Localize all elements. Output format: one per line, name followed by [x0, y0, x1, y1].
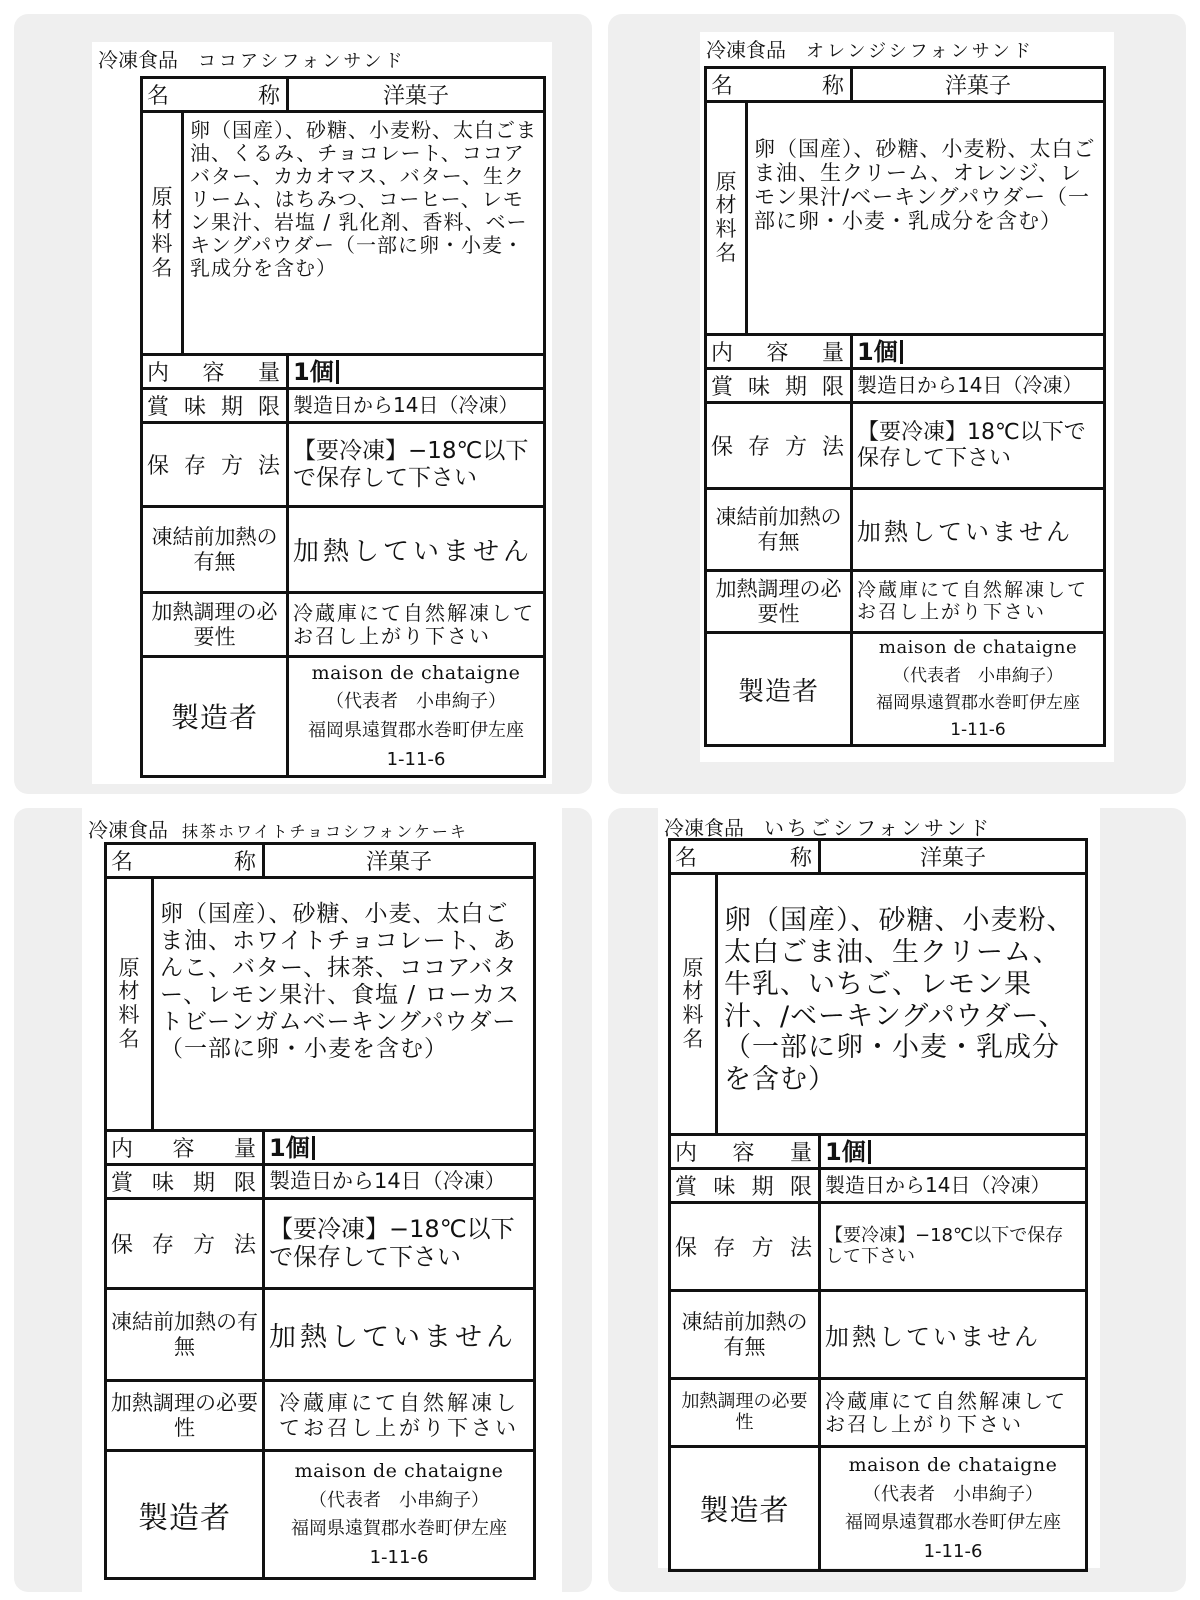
storage-value: 【要冷凍】−18℃以下で保存して下さい	[288, 423, 545, 507]
expiry-value: 製造日から14日（冷凍）	[288, 389, 545, 423]
product-name: オレンジシフォンサンド	[806, 41, 1034, 62]
cooking-label: 加熱調理の必要性	[151, 600, 278, 649]
maker-address-number: 1-11-6	[950, 720, 1006, 741]
maker-brand: maison de chataigne	[878, 637, 1078, 658]
storage-value: 【要冷凍】18℃以下で保存して下さい	[852, 403, 1105, 489]
product-name: ココアシフォンサンド	[198, 51, 406, 72]
preheat-label: 凍結前加熱の有無	[681, 1310, 808, 1359]
label-header	[98, 44, 548, 73]
name-label: 名 称	[147, 84, 282, 109]
preheat-label: 凍結前加熱の有無	[715, 505, 842, 554]
label-card-matcha	[14, 808, 592, 1592]
category-text: 冷凍食品	[706, 38, 786, 62]
quantity-value: 1個	[857, 340, 903, 364]
expiry-label: 賞味期限	[111, 1171, 258, 1196]
product-name: 抹茶ホワイトチョコシフォンケーキ	[182, 822, 468, 841]
label-table	[668, 838, 1088, 1572]
storage-value: 【要冷凍】−18℃以下で保存して下さい	[820, 1203, 1087, 1291]
label-sheet	[700, 32, 1114, 762]
label-header	[88, 814, 558, 843]
cooking-label: 加熱調理の必要性	[715, 577, 842, 626]
label-sheet	[92, 42, 552, 784]
maker-address: 福岡県遠賀郡水巻町伊左座	[845, 1512, 1061, 1534]
ingredients-label: 原材料名	[682, 955, 704, 1051]
quantity-label: 内容量	[111, 1137, 258, 1162]
cooking-value: 冷蔵庫にて自然解凍してお召し上がり下さい	[288, 593, 545, 657]
maker-address-number: 1-11-6	[369, 1547, 429, 1569]
ingredients-label: 原材料名	[118, 955, 140, 1051]
name-label: 名 称	[111, 850, 258, 875]
maker-address: 福岡県遠賀郡水巻町伊左座	[291, 1518, 507, 1540]
maker-info	[264, 1451, 535, 1579]
quantity-value: 1個	[293, 360, 339, 384]
ingredients-text: 卵（国産）、砂糖、小麦、太白ごま油、ホワイトチョコレート、あんこ、バター、抹茶、ココアバター、レモン果汁、食塩 / ローカストビーンガムベーキングパウダー（一部に卵・小麦を含む）	[160, 901, 520, 1062]
label-table	[104, 842, 536, 1580]
label-sheet	[658, 808, 1100, 1568]
name-value: 洋菓子	[820, 840, 1087, 874]
name-label: 名 称	[711, 74, 846, 99]
maker-rep: （代表者 小串絢子）	[893, 665, 1063, 686]
label-table	[140, 76, 546, 778]
maker-address-number: 1-11-6	[386, 748, 446, 770]
storage-value: 【要冷凍】−18℃以下で保存して下さい	[264, 1199, 535, 1289]
name-value: 洋菓子	[288, 78, 545, 112]
preheat-value: 加熱していません	[288, 507, 545, 593]
quantity-label: 内容量	[147, 361, 282, 386]
label-header	[664, 812, 1096, 841]
maker-brand: maison de chataigne	[294, 1460, 504, 1483]
preheat-value: 加熱していません	[852, 489, 1105, 571]
preheat-label: 凍結前加熱の有無	[151, 525, 278, 574]
cooking-label: 加熱調理の必要性	[681, 1390, 808, 1433]
maker-info	[852, 633, 1105, 746]
maker-label: 製造者	[737, 676, 819, 707]
expiry-label: 賞味期限	[711, 375, 846, 400]
cooking-value: 冷蔵庫にて自然解凍してお召し上がり下さい	[264, 1381, 535, 1451]
quantity-value: 1個	[825, 1140, 871, 1164]
cooking-label: 加熱調理の必要性	[111, 1391, 258, 1440]
expiry-value: 製造日から14日（冷凍）	[852, 369, 1105, 403]
quantity-label: 内容量	[675, 1141, 814, 1166]
label-card-strawberry	[608, 808, 1186, 1592]
storage-label: 保存方法	[711, 435, 846, 460]
category-text: 冷凍食品	[88, 818, 168, 842]
preheat-value: 加熱していません	[820, 1291, 1087, 1379]
maker-address: 福岡県遠賀郡水巻町伊左座	[876, 692, 1080, 713]
cooking-value: 冷蔵庫にて自然解凍してお召し上がり下さい	[852, 571, 1105, 633]
label-card-orange	[608, 14, 1186, 794]
maker-brand: maison de chataigne	[848, 1454, 1058, 1477]
quantity-label: 内容量	[711, 341, 846, 366]
name-value: 洋菓子	[852, 68, 1105, 102]
expiry-value: 製造日から14日（冷凍）	[820, 1169, 1087, 1203]
ingredients-text: 卵（国産）、砂糖、小麦粉、太白ごま油、生クリーム、牛乳、いちご、レモン果汁、/ベーキングパウダー、（一部に卵・小麦・乳成分を含む）	[724, 905, 1075, 1096]
name-value: 洋菓子	[264, 844, 535, 878]
maker-rep: （代表者 小串絢子）	[309, 1489, 489, 1511]
preheat-label: 凍結前加熱の有無	[111, 1310, 258, 1359]
expiry-value: 製造日から14日（冷凍）	[264, 1165, 535, 1199]
expiry-label: 賞味期限	[147, 395, 282, 420]
cooking-value: 冷蔵庫にて自然解凍してお召し上がり下さい	[820, 1379, 1087, 1447]
ingredients-text: 卵（国産）、砂糖、小麦粉、太白ごま油、くるみ、チョコレート、ココアバター、カカオマス、バター、生クリーム、はちみつ、コーヒー、レモン果汁、岩塩 / 乳化剤、香料、ベーキングパウダー（一部に卵・小麦・乳成分を含む）	[190, 118, 537, 280]
category-text: 冷凍食品	[98, 48, 178, 72]
maker-label: 製造者	[699, 1493, 790, 1527]
preheat-value: 加熱していません	[264, 1289, 535, 1381]
storage-label: 保存方法	[147, 454, 282, 479]
ingredients-label: 原材料名	[151, 184, 173, 280]
maker-info	[820, 1447, 1087, 1571]
maker-info	[288, 657, 545, 777]
label-card-cocoa	[14, 14, 592, 794]
label-table	[704, 66, 1106, 747]
maker-rep: （代表者 小串絢子）	[326, 691, 506, 713]
maker-label: 製造者	[170, 701, 258, 735]
label-sheet	[82, 808, 562, 1592]
ingredients-label: 原材料名	[715, 169, 737, 265]
maker-address-number: 1-11-6	[923, 1541, 983, 1563]
maker-brand: maison de chataigne	[311, 662, 521, 684]
maker-rep: （代表者 小串絢子）	[863, 1483, 1043, 1505]
maker-address: 福岡県遠賀郡水巻町伊左座	[308, 720, 524, 742]
name-label: 名 称	[675, 846, 814, 871]
ingredients-text: 卵（国産）、砂糖、小麦粉、太白ごま油、生クリーム、オレンジ、レモン果汁/ベーキングパウダー（一部に卵・小麦・乳成分を含む）	[754, 137, 1096, 234]
quantity-value: 1個	[269, 1136, 315, 1160]
maker-label: 製造者	[138, 1500, 231, 1536]
storage-label: 保存方法	[675, 1236, 814, 1261]
expiry-label: 賞味期限	[675, 1175, 814, 1200]
category-text: 冷凍食品	[664, 816, 744, 840]
storage-label: 保存方法	[111, 1233, 258, 1258]
label-header	[706, 34, 1110, 63]
product-name: いちごシフォンサンド	[764, 816, 992, 840]
